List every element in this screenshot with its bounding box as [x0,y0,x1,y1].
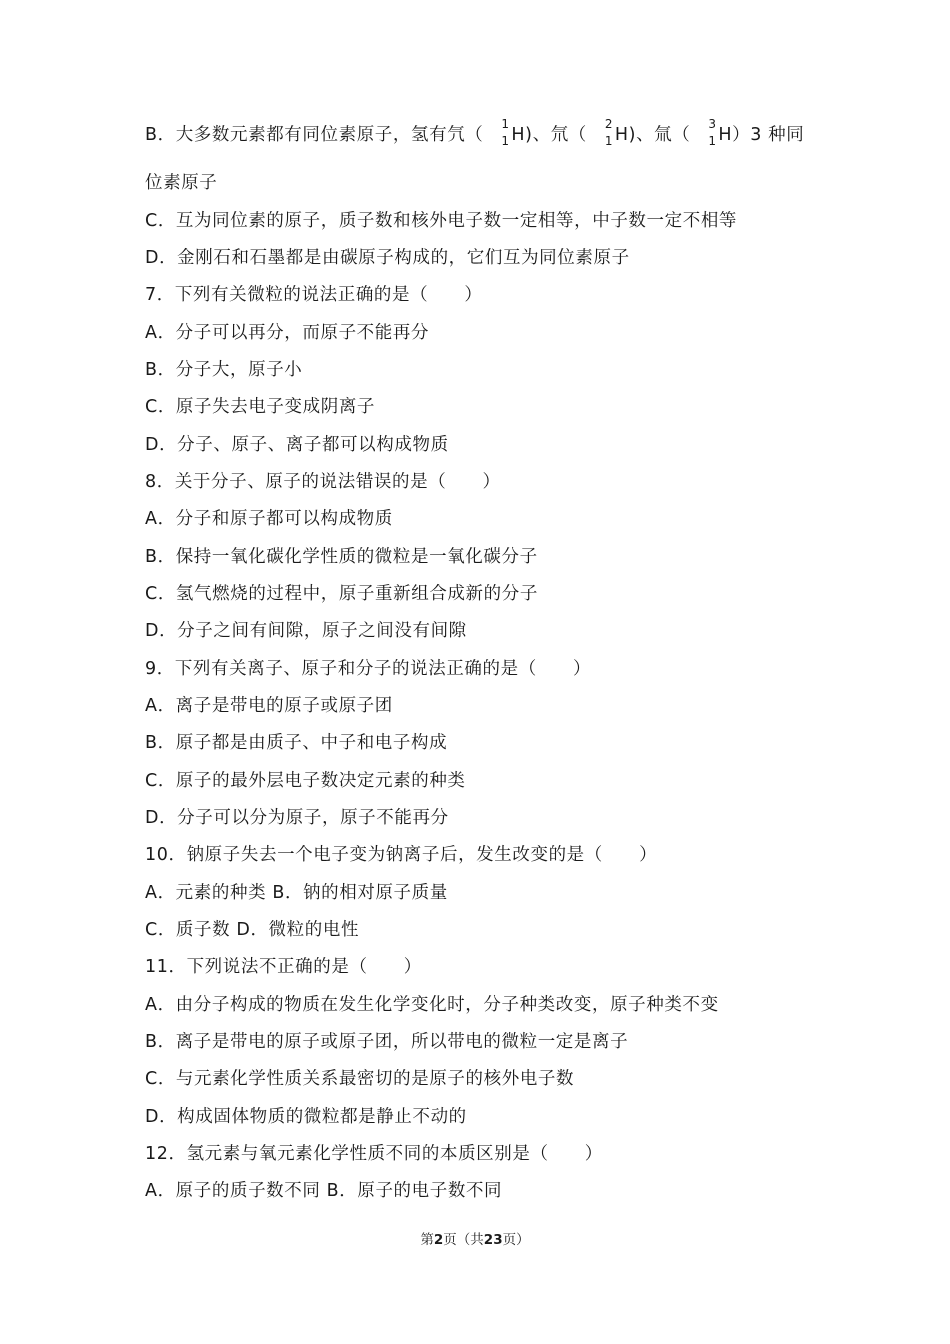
question-12: 12．氢元素与氧元素化学性质不同的本质区别是（ ） [145,1144,603,1164]
text-line: B．保持一氧化碳化学性质的微粒是一氧化碳分子 [145,547,538,567]
text-line: 位素原子 [145,173,218,193]
text-line: C．质子数 D．微粒的电性 [145,920,360,940]
text-line: C．原子失去电子变成阴离子 [145,397,376,417]
text-line: A．离子是带电的原子或原子团 [145,696,393,716]
text-line: C．原子的最外层电子数决定元素的种类 [145,771,466,791]
text-line: D．分子可以分为原子，原子不能再分 [145,808,449,828]
isotope-tritium: 3 1 [708,117,717,148]
text-segment: H)、氚（ [614,125,691,145]
question-8: 8．关于分子、原子的说法错误的是（ ） [145,472,501,492]
page-footer: 第2页（共23页） [420,1232,530,1248]
text-segment: H)、氘（ [511,125,587,145]
question-10: 10．钠原子失去一个电子变为钠离子后，发生改变的是（ ） [145,845,658,865]
text-line: D．构成固体物质的微粒都是静止不动的 [145,1107,467,1127]
text-line-option-b [145,117,805,148]
isotope-protium: 1 1 [501,117,510,148]
text-line: C．与元素化学性质关系最密切的是原子的核外电子数 [145,1069,575,1089]
text-line: A．分子和原子都可以构成物质 [145,509,393,529]
page-number: 2 [433,1232,444,1248]
text-line: D．金刚石和石墨都是由碳原子构成的，它们互为同位素原子 [145,248,630,268]
text-segment: B．大多数元素都有同位素原子，氢有氕（ [145,125,484,145]
text-line: B．分子大，原子小 [145,360,303,380]
text-line: D．分子之间有间隙，原子之间没有间隙 [145,621,467,641]
question-9: 9．下列有关离子、原子和分子的说法正确的是（ ） [145,659,592,679]
text-line: B．离子是带电的原子或原子团，所以带电的微粒一定是离子 [145,1032,629,1052]
text-line: C．氢气燃烧的过程中，原子重新组合成新的分子 [145,584,538,604]
text-line: B．原子都是由质子、中子和电子构成 [145,733,448,753]
text-line: A．元素的种类 B．钠的相对原子质量 [145,883,448,903]
text-line: A．分子可以再分，而原子不能再分 [145,323,430,343]
page-total: 23 [483,1232,503,1248]
question-11: 11．下列说法不正确的是（ ） [145,957,422,977]
isotope-deuterium: 2 1 [604,117,614,148]
text-line: C．互为同位素的原子，质子数和核外电子数一定相等，中子数一定不相等 [145,211,738,231]
text-line: A．由分子构成的物质在发生化学变化时，分子种类改变，原子种类不变 [145,995,719,1015]
text-line: A．原子的质子数不同 B．原子的电子数不同 [145,1181,503,1201]
question-7: 7．下列有关微粒的说法正确的是（ ） [145,285,483,305]
text-line: D．分子、原子、离子都可以构成物质 [145,435,449,455]
text-segment: H）3 种同 [718,125,805,145]
